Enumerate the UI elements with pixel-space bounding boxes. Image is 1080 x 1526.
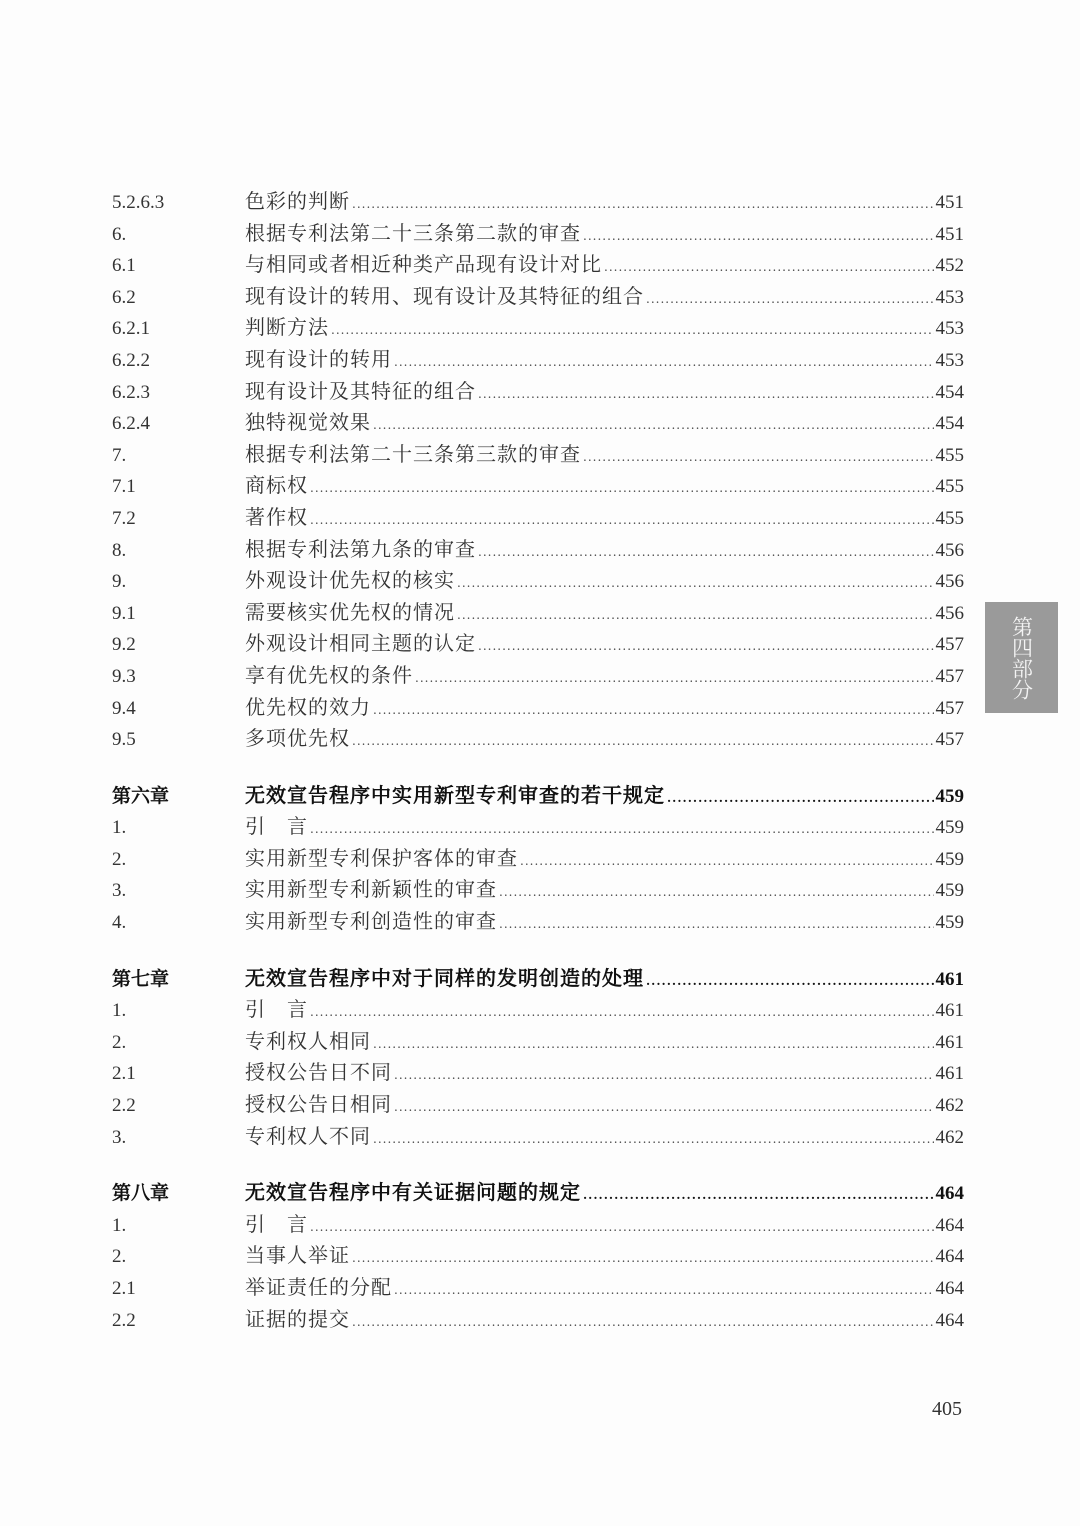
part-section-label: 第四部分 — [1009, 615, 1034, 700]
toc-entry[interactable] — [112, 312, 964, 344]
toc-entry-page: 462 — [935, 1095, 964, 1117]
toc-entry-title: 与相同或者相近种类产品现有设计对比 — [245, 252, 602, 277]
toc-entry-number: 2.2 — [112, 1095, 136, 1117]
dot-leader — [352, 1243, 934, 1275]
toc-entry-title: 专利权人不同 — [245, 1123, 371, 1148]
toc-entry-page: 456 — [935, 571, 964, 593]
toc-entry-title: 引 言 — [245, 814, 308, 839]
toc-entry[interactable] — [112, 906, 964, 938]
toc-entry-title: 引 言 — [245, 997, 308, 1022]
toc-entry-page: 464 — [935, 1214, 964, 1236]
dot-leader — [478, 379, 934, 411]
toc-chapter-title: 无效宣告程序中实用新型专利审查的若干规定 — [245, 782, 665, 807]
toc-chapter-title: 无效宣告程序中对于同样的发明创造的处理 — [245, 965, 644, 990]
toc-entry-number: 9.5 — [112, 729, 136, 751]
toc-entry-number: 6.2.3 — [112, 381, 150, 403]
toc-entry-page: 464 — [935, 1278, 964, 1299]
toc-entry-number: 2. — [112, 1246, 127, 1268]
dot-leader — [352, 189, 934, 221]
toc-entry-title: 专利权人相同 — [245, 1028, 371, 1053]
toc-entry-page: 457 — [935, 665, 964, 687]
toc-entry-page: 455 — [935, 444, 964, 466]
toc-entry-number: 2.1 — [112, 1063, 136, 1085]
toc-entry-title: 多项优先权 — [245, 726, 350, 751]
dot-leader — [646, 966, 934, 998]
toc-entry-title: 实用新型专利创造性的审查 — [245, 909, 497, 934]
dot-leader — [604, 252, 934, 284]
toc-entry[interactable] — [112, 811, 964, 843]
toc-entry-page: 457 — [935, 697, 964, 719]
toc-entry[interactable] — [112, 843, 964, 875]
dot-leader — [373, 410, 934, 442]
dot-leader — [373, 1029, 934, 1061]
dot-leader — [646, 284, 934, 316]
toc-entry-number: 2. — [112, 1031, 127, 1053]
toc-entry-page: 459 — [935, 880, 964, 902]
toc-entry-number: 7.1 — [112, 476, 136, 498]
dot-leader — [583, 221, 934, 253]
toc-entry-page: 453 — [935, 318, 964, 340]
toc-entry-title: 色彩的判断 — [245, 189, 350, 213]
dot-leader — [310, 997, 934, 1029]
dot-leader — [415, 663, 934, 695]
toc-entry-number: 2.1 — [112, 1278, 136, 1299]
toc-entry[interactable] — [112, 502, 964, 534]
toc-entry-page: 454 — [935, 413, 964, 435]
toc-entry[interactable] — [112, 470, 964, 502]
toc-entry[interactable] — [112, 1057, 964, 1089]
toc-entry-page: 461 — [935, 1063, 964, 1085]
toc-entry-title: 优先权的效力 — [245, 694, 371, 719]
toc-entry-number: 9.4 — [112, 697, 136, 719]
toc-chapter-number: 第八章 — [112, 1182, 170, 1205]
toc-entry-number: 7. — [112, 444, 127, 466]
toc-entry[interactable] — [112, 660, 964, 692]
toc-entry-number: 9. — [112, 571, 127, 593]
toc-entry-page: 457 — [935, 634, 964, 656]
dot-leader — [478, 537, 934, 569]
toc-entry[interactable] — [112, 628, 964, 660]
toc-entry-number: 7.2 — [112, 507, 136, 529]
toc-entry-number: 9.1 — [112, 602, 136, 624]
toc-entry-number: 1. — [112, 817, 127, 839]
toc-entry-page: 453 — [935, 349, 964, 371]
toc-entry-title: 著作权 — [245, 504, 308, 529]
toc-entry-page: 456 — [935, 602, 964, 624]
toc-entry-number: 6.1 — [112, 255, 136, 277]
toc-entry-number: 6.2.1 — [112, 318, 150, 340]
toc-entry-title: 根据专利法第九条的审查 — [245, 536, 476, 561]
toc-chapter-page: 464 — [935, 1183, 964, 1205]
toc-entry[interactable] — [112, 565, 964, 597]
toc-entry-page: 462 — [935, 1126, 964, 1148]
dot-leader — [520, 846, 934, 878]
toc-entry-page: 453 — [935, 286, 964, 308]
toc-entry-page: 461 — [935, 1000, 964, 1022]
toc-entry-title: 实用新型专利保护客体的审查 — [245, 845, 518, 870]
toc-entry-page: 454 — [935, 381, 964, 403]
toc-entry-number: 3. — [112, 1126, 127, 1148]
toc-entry-page: 459 — [935, 848, 964, 870]
toc-entry[interactable] — [112, 597, 964, 629]
toc-entry[interactable] — [112, 407, 964, 439]
toc-chapter-title: 无效宣告程序中有关证据问题的规定 — [245, 1180, 581, 1205]
toc-entry-title: 举证责任的分配 — [245, 1275, 392, 1299]
toc-entry[interactable] — [112, 439, 964, 471]
toc-entry-page: 464 — [935, 1246, 964, 1268]
toc-entry[interactable] — [112, 692, 964, 724]
toc-entry-number: 2. — [112, 848, 127, 870]
dot-leader — [394, 1275, 934, 1307]
toc-entry-page: 459 — [935, 817, 964, 839]
dot-leader — [394, 1092, 934, 1124]
dot-leader — [499, 909, 934, 941]
toc-entry-title: 外观设计优先权的核实 — [245, 568, 455, 593]
toc-entry-title: 独特视觉效果 — [245, 410, 371, 435]
toc-chapter-page: 461 — [935, 968, 964, 990]
toc-chapter-page: 459 — [935, 785, 964, 807]
dot-leader — [394, 347, 934, 379]
toc-entry-page: 455 — [935, 476, 964, 498]
toc-entry-page: 451 — [935, 223, 964, 245]
toc-entry[interactable] — [112, 186, 964, 218]
toc-entry[interactable] — [112, 1240, 964, 1272]
toc-entry-title: 实用新型专利新颖性的审查 — [245, 877, 497, 902]
toc-entry[interactable] — [112, 218, 964, 250]
dot-leader — [373, 695, 934, 727]
toc-entry-page: 459 — [935, 912, 964, 934]
toc-entry[interactable] — [112, 344, 964, 376]
dot-leader — [331, 315, 934, 347]
toc-entry[interactable] — [112, 1209, 964, 1241]
toc-entry-title: 根据专利法第二十三条第三款的审查 — [245, 441, 581, 466]
toc-entry[interactable] — [112, 1026, 964, 1058]
toc-entry-number: 3. — [112, 880, 127, 902]
dot-leader — [457, 600, 934, 632]
toc-entry-title: 现有设计的转用 — [245, 346, 392, 371]
toc-entry-number: 2.2 — [112, 1309, 136, 1331]
toc-entry-title: 需要核实优先权的情况 — [245, 599, 455, 624]
toc-entry[interactable] — [112, 1272, 964, 1304]
dot-leader — [373, 1124, 934, 1156]
part-section-tab — [985, 602, 1058, 713]
toc-entry[interactable] — [112, 1089, 964, 1121]
dot-leader — [310, 505, 934, 537]
toc-entry-number: 1. — [112, 1000, 127, 1022]
page-number: 405 — [932, 1398, 962, 1420]
dot-leader — [352, 726, 934, 758]
toc-entry-page: 461 — [935, 1031, 964, 1053]
toc-entry-number: 4. — [112, 912, 127, 934]
dot-leader — [667, 783, 934, 815]
toc-entry-title: 外观设计相同主题的认定 — [245, 631, 476, 656]
toc-entry-title: 引 言 — [245, 1211, 308, 1236]
toc-entry-number: 1. — [112, 1214, 127, 1236]
toc-entry[interactable] — [112, 281, 964, 313]
toc-entry-number: 6.2 — [112, 286, 136, 308]
toc-entry-number: 5.2.6.3 — [112, 192, 165, 213]
toc-entry-title: 现有设计的转用、现有设计及其特征的组合 — [245, 283, 644, 308]
dot-leader — [583, 1180, 934, 1212]
table-of-contents — [112, 186, 964, 1335]
toc-entry-page: 456 — [935, 539, 964, 561]
dot-leader — [457, 568, 934, 600]
toc-chapter-heading[interactable] — [112, 780, 964, 812]
dot-leader — [478, 631, 934, 663]
dot-leader — [499, 877, 934, 909]
toc-entry-title: 商标权 — [245, 473, 308, 498]
toc-entry-number: 6.2.4 — [112, 413, 150, 435]
toc-chapter-number: 第七章 — [112, 967, 170, 990]
toc-entry[interactable] — [112, 249, 964, 281]
toc-entry-title: 判断方法 — [245, 315, 329, 340]
toc-entry-title: 现有设计及其特征的组合 — [245, 378, 476, 403]
dot-leader — [352, 1307, 934, 1339]
toc-entry-number: 8. — [112, 539, 127, 561]
toc-entry-number: 9.3 — [112, 665, 136, 687]
dot-leader — [310, 473, 934, 505]
toc-entry-title: 当事人举证 — [245, 1243, 350, 1268]
toc-entry-title: 授权公告日不同 — [245, 1060, 392, 1085]
toc-entry-title: 根据专利法第二十三条第二款的审查 — [245, 220, 581, 245]
toc-entry[interactable] — [112, 874, 964, 906]
dot-leader — [394, 1060, 934, 1092]
toc-entry-number: 9.2 — [112, 634, 136, 656]
toc-entry[interactable] — [112, 723, 964, 755]
toc-entry[interactable] — [112, 376, 964, 408]
toc-chapter-heading[interactable] — [112, 963, 964, 995]
toc-chapter-number: 第六章 — [112, 784, 170, 807]
toc-chapter-heading[interactable] — [112, 1177, 964, 1209]
toc-entry-page: 464 — [935, 1309, 964, 1331]
dot-leader — [310, 814, 934, 846]
toc-entry-title: 授权公告日相同 — [245, 1092, 392, 1117]
dot-leader — [583, 442, 934, 474]
toc-entry-title: 证据的提交 — [245, 1306, 350, 1331]
toc-entry-page: 455 — [935, 507, 964, 529]
toc-entry[interactable] — [112, 1304, 964, 1336]
toc-entry-title: 享有优先权的条件 — [245, 662, 413, 687]
toc-entry[interactable] — [112, 994, 964, 1026]
toc-entry-page: 451 — [935, 192, 964, 213]
toc-entry-number: 6. — [112, 223, 127, 245]
toc-entry[interactable] — [112, 534, 964, 566]
toc-entry[interactable] — [112, 1121, 964, 1153]
toc-entry-page: 452 — [935, 255, 964, 277]
toc-entry-number: 6.2.2 — [112, 349, 150, 371]
dot-leader — [310, 1212, 934, 1244]
toc-entry-page: 457 — [935, 729, 964, 751]
